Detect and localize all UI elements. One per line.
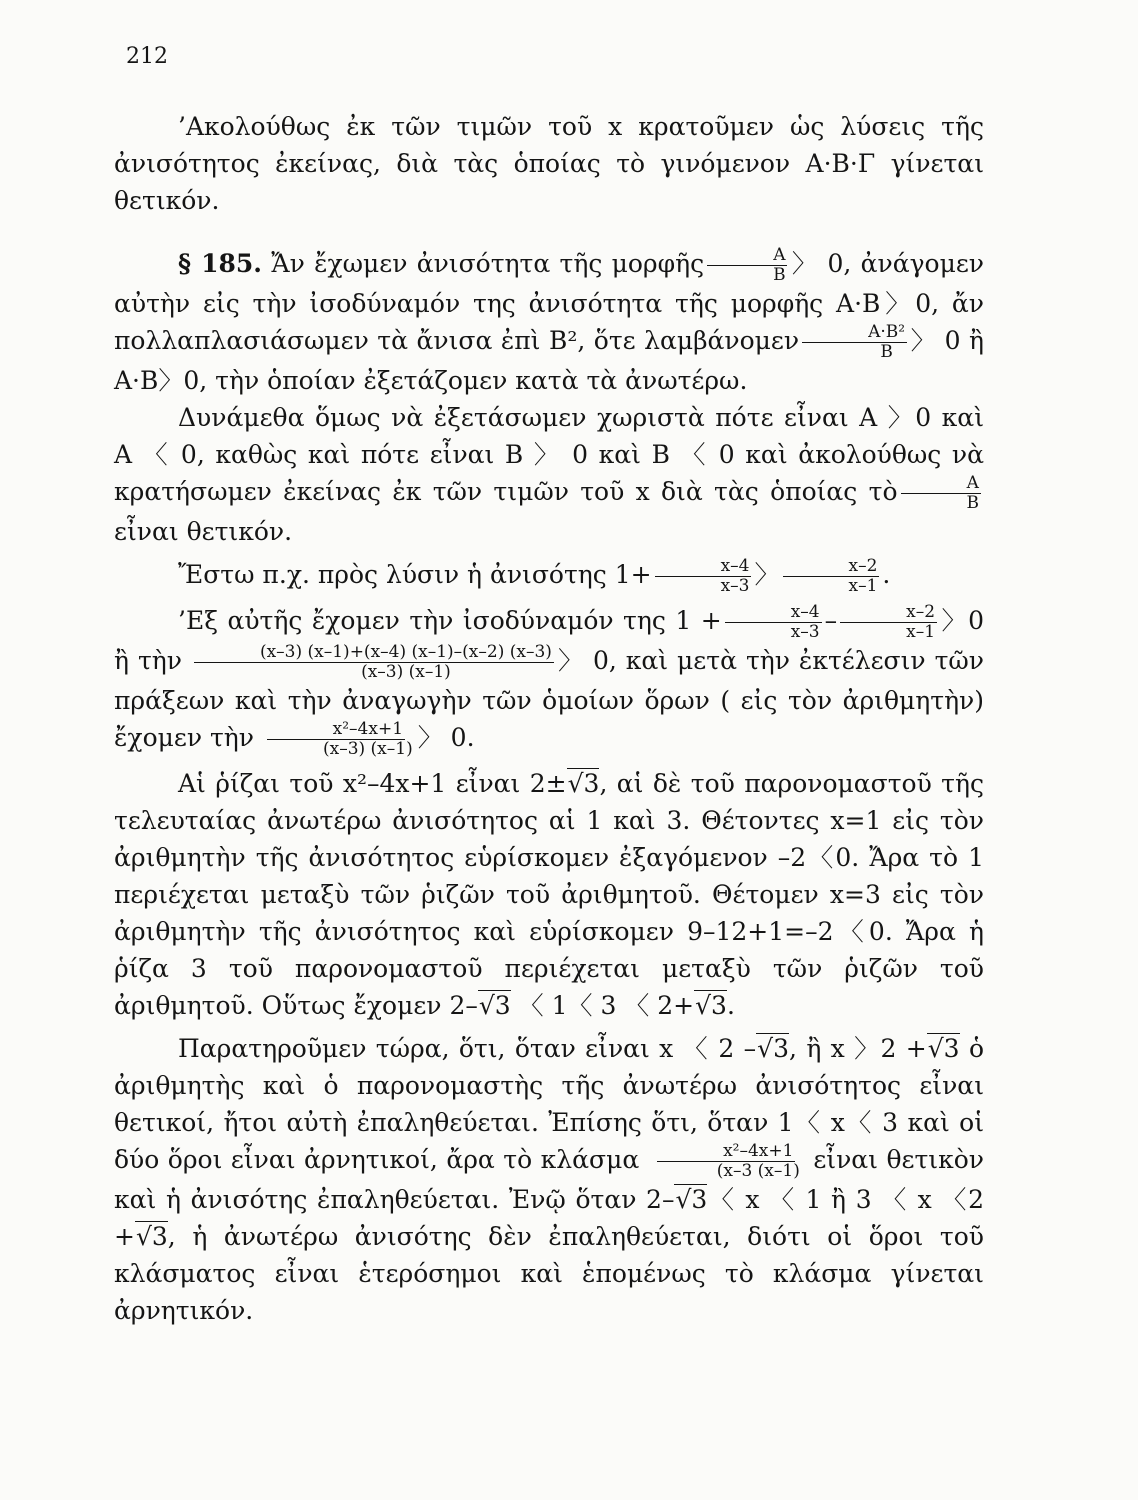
section-number: § 185. bbox=[178, 249, 262, 278]
fraction-a-over-b bbox=[707, 246, 788, 285]
sqrt: √3 bbox=[478, 991, 511, 1020]
fraction bbox=[651, 1142, 802, 1181]
text-run: 〉 0, καὶ μετὰ τὴν ἐκτέλεσιν τῶν πράξεων καὶ τὴν ἀναγωγὴν τῶν ὁμοίων ὅρων ( εἰς τὸν ἀριθμητὴν) ἔχομεν τὴν bbox=[114, 646, 984, 752]
sqrt: √3 bbox=[927, 1034, 960, 1063]
paragraph-section-185 bbox=[114, 245, 984, 399]
page-number: 212 bbox=[126, 44, 168, 69]
fraction bbox=[257, 720, 415, 759]
paragraph-example bbox=[114, 556, 984, 596]
fraction-a-over-b bbox=[901, 474, 982, 513]
numerator: x–4 bbox=[725, 603, 822, 623]
fraction-long bbox=[194, 643, 554, 682]
sqrt: √3 bbox=[135, 1222, 168, 1251]
denominator: x–1 bbox=[848, 576, 878, 596]
numerator: x²–4x+1 bbox=[657, 1142, 795, 1162]
operator: 〉 bbox=[754, 560, 780, 589]
paragraph-1: ’Ακολούθως ἐκ τῶν τιμῶν τοῦ x κρατοῦμεν ὡς λύσεις τῆς ἀνισότητος ἐκείνας, διὰ τὰς ὁποίας τὸ γινόμενον Α·Β·Γ γίνεται θετικόν. bbox=[114, 112, 984, 215]
text-run: 〈 1〈 3 〈 2+ bbox=[510, 991, 695, 1020]
page-body bbox=[114, 108, 984, 1329]
text-run: , ἢ x 〉2 + bbox=[789, 1034, 927, 1063]
text-run: Ἄν ἔχωμεν ἀνισότητα τῆς μορφῆς bbox=[262, 249, 705, 278]
text-run: . bbox=[882, 560, 891, 589]
text-run: 〉 0 ἢ Α·Β〉0, τὴν ὁποίαν ἐξετάζομεν κατὰ τὰ ἀνωτέρω. bbox=[114, 326, 985, 395]
numerator: x–4 bbox=[655, 557, 752, 577]
numerator: x–2 bbox=[840, 603, 937, 623]
text-run: εἶναι θετικόν. bbox=[114, 517, 293, 546]
denominator: x–3 bbox=[790, 622, 820, 642]
fraction bbox=[783, 557, 880, 596]
numerator: (x–3) (x–1)+(x–4) (x–1)–(x–2) (x–3) bbox=[194, 643, 554, 663]
text-run: Παρατηροῦμεν τώρα, ὅτι, ὅταν εἶναι x 〈 2 – bbox=[178, 1034, 757, 1063]
text-run: 〉 0. bbox=[417, 723, 475, 752]
operator: – bbox=[824, 606, 838, 635]
fraction bbox=[840, 603, 937, 642]
text-run: Ἔστω π.χ. πρὸς λύσιν ἡ ἀνισότης 1+ bbox=[178, 560, 652, 589]
paragraph-roots bbox=[114, 765, 984, 1024]
numerator: x²–4x+1 bbox=[267, 720, 405, 740]
paragraph-3 bbox=[114, 399, 984, 550]
text-run: 〉0 ἢ τὴν bbox=[114, 606, 985, 675]
numerator: A bbox=[901, 474, 981, 494]
denominator: x–1 bbox=[906, 622, 936, 642]
denominator: (x–3) (x–1) bbox=[361, 662, 451, 682]
sqrt: √3 bbox=[757, 1034, 790, 1063]
text-run: ὁ ἀριθμητὴς καὶ ὁ παρονομαστὴς τῆς ἀνωτέρω ἀνισότητος εἶναι θετικοί, ἤτοι αὐτὴ ἐπαληθεύεται. Ἐπίσης ὅτι, ὅταν 1〈 x〈 3 καὶ οἱ δύο ὅροι εἶναι ἀρνητικοί, ἄρα τὸ κλάσμα bbox=[114, 1034, 985, 1174]
paragraph-5 bbox=[114, 602, 984, 759]
denominator: (x–3 (x–1) bbox=[716, 1161, 800, 1181]
text-run: εἶναι θετικὸν καὶ ἡ ἀνισότης ἐπαληθεύεται. Ἐνῷ ὅταν 2– bbox=[114, 1145, 984, 1214]
text-run: , αἱ δὲ τοῦ παρονομαστοῦ τῆς τελευταίας ἀνωτέρω ἀνισότητος αἱ 1 καὶ 3. Θέτοντες x=1 εἰς τὸν ἀριθμητὴν τῆς ἀνισότητος εὑρίσκομεν ἐξαγόμενον –2〈0. Ἄρα τὸ 1 περιέχεται μεταξὺ τῶν ῥιζῶν τοῦ ἀριθμητοῦ. Θέτομεν x=3 εἰς τὸν ἀριθμητὴν τῆς ἀνισότητος καὶ εὑρίσκομεν 9–12+1=–2〈0. Ἄρα ἡ ῥίζα 3 τοῦ παρονομαστοῦ περιέχεται μεταξὺ τῶν ῥιζῶν τοῦ ἀριθμητοῦ. Οὕτως ἔχομεν 2– bbox=[114, 769, 984, 1020]
text-run: ’Εξ αὐτῆς ἔχομεν τὴν ἰσοδύναμόν της 1 + bbox=[178, 606, 722, 635]
text-run: . bbox=[726, 991, 735, 1020]
text-run: Δυνάμεθα ὅμως νὰ ἐξετάσωμεν χωριστὰ πότε εἶναι Α 〉0 καὶ Α 〈 0, καθὼς καὶ πότε εἶναι Β 〉 0 καὶ Β 〈 0 καὶ ἀκολούθως νὰ κρατήσωμεν ἐκείνας ἐκ τῶν τιμῶν τοῦ x διὰ τὰς ὁποίας τὸ bbox=[114, 403, 984, 506]
sqrt: √3 bbox=[675, 1185, 708, 1214]
fraction-ab2-over-b bbox=[802, 323, 907, 362]
sqrt: √3 bbox=[567, 769, 600, 798]
denominator: x–3 bbox=[720, 576, 750, 596]
text-run: 〈 x 〈 1 ἢ 3 〈 x 〈2 + bbox=[114, 1185, 984, 1251]
text-run: 〉 0, ἀνάγομεν αὐτὴν εἰς τὴν ἰσοδύναμόν της ἀνισότητα τῆς μορφῆς Α·Β〉0, ἄν πολλαπλασιάσωμεν τὰ ἄνισα ἐπὶ B², ὅτε λαμβάνομεν bbox=[114, 249, 984, 355]
fraction bbox=[655, 557, 752, 596]
text-run: Αἱ ῥίζαι τοῦ x²–4x+1 εἶναι 2± bbox=[178, 769, 567, 798]
numerator: A·B² bbox=[802, 323, 907, 343]
numerator: A bbox=[707, 246, 787, 266]
denominator: B bbox=[880, 342, 893, 362]
fraction bbox=[725, 603, 822, 642]
denominator: (x–3) (x–1) bbox=[322, 739, 413, 759]
denominator: B bbox=[966, 493, 979, 513]
text-run: , ἡ ἀνωτέρω ἀνισότης δὲν ἐπαληθεύεται, διότι οἱ ὅροι τοῦ κλάσματος εἶναι ἑτερόσημοι καὶ ἑπομένως τὸ κλάσμα γίνεται ἀρνητικόν. bbox=[114, 1222, 984, 1325]
paragraph-observation bbox=[114, 1030, 984, 1329]
numerator: x–2 bbox=[783, 557, 880, 577]
denominator: B bbox=[773, 265, 786, 285]
sqrt: √3 bbox=[695, 991, 727, 1020]
